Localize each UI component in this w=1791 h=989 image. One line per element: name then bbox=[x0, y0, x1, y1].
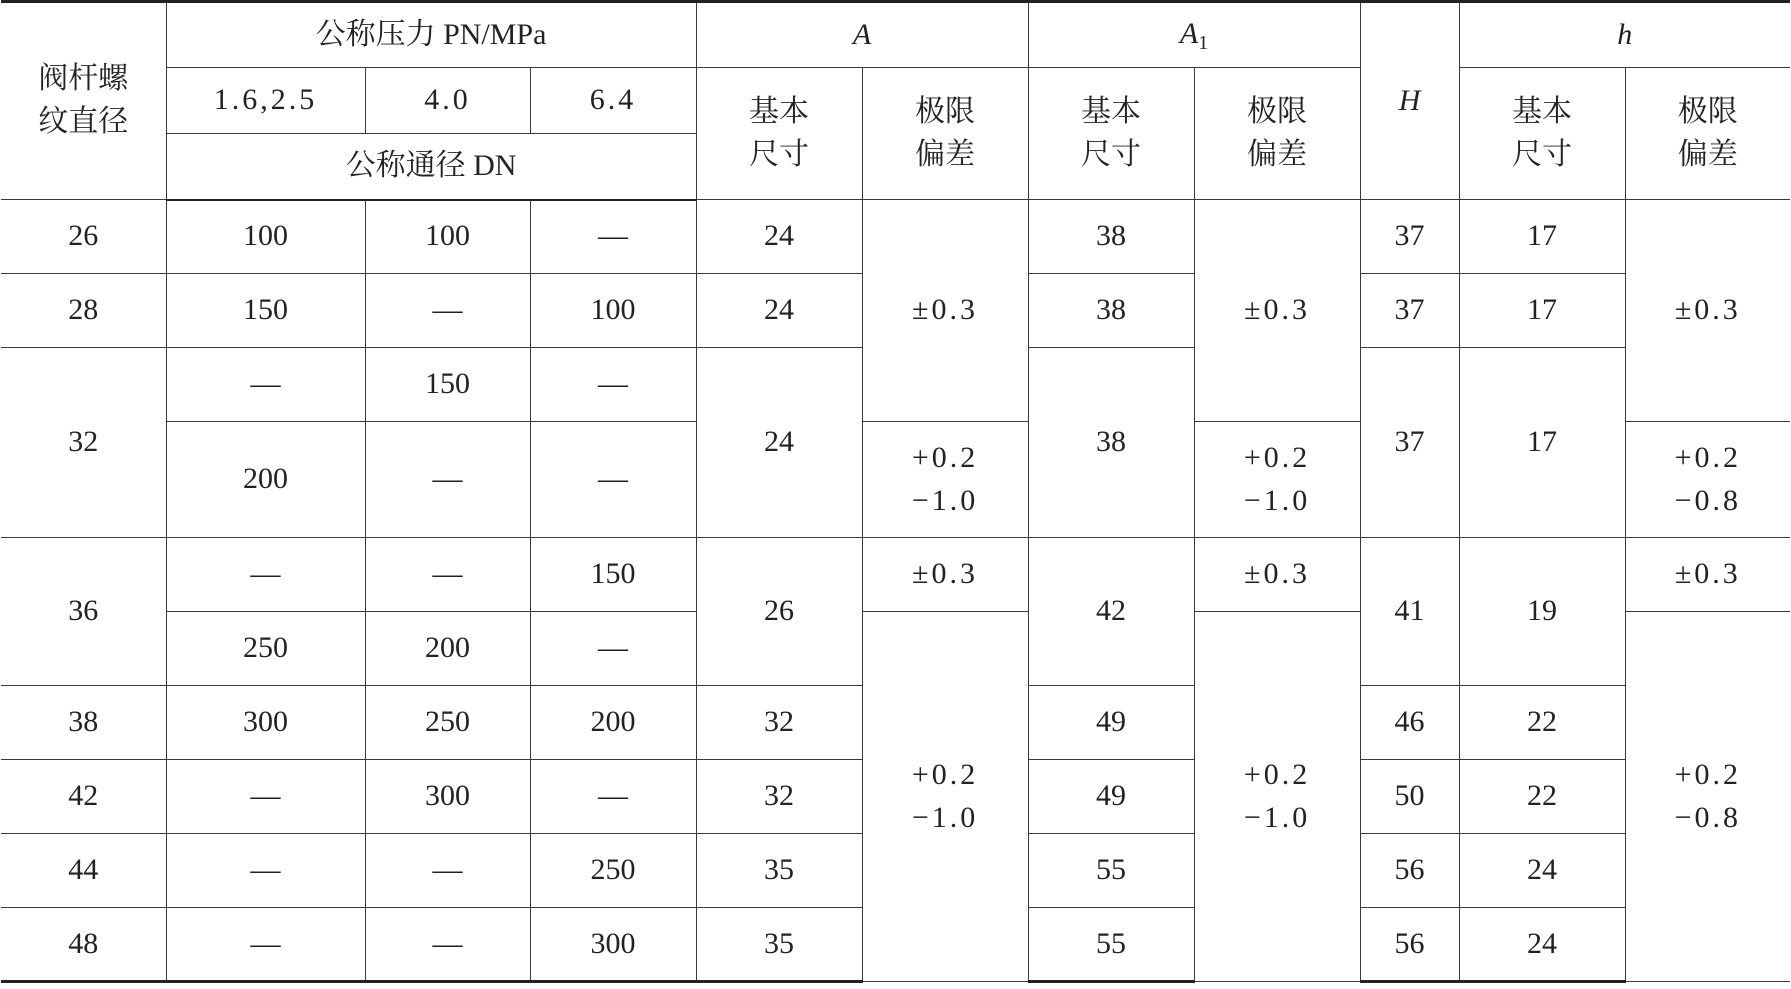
stem-diameter-cell: 26 bbox=[1, 200, 166, 274]
a1-deviation-cell: +0.2 −1.0 bbox=[1194, 422, 1360, 538]
dn-cell: 300 bbox=[166, 686, 365, 760]
col-a1-header bbox=[1028, 2, 1360, 68]
h-basic-cell: 17 bbox=[1459, 274, 1625, 348]
h-upper-cell: 41 bbox=[1360, 538, 1459, 686]
dn-cell: — bbox=[530, 612, 696, 686]
stem-diameter-cell: 36 bbox=[1, 538, 166, 686]
a-basic-cell: 32 bbox=[696, 686, 862, 760]
h-deviation-cell: +0.2 −0.8 bbox=[1625, 422, 1790, 538]
h-basic-cell: 17 bbox=[1459, 200, 1625, 274]
a1-basic-cell: 38 bbox=[1028, 200, 1194, 274]
dn-cell: — bbox=[365, 538, 530, 612]
a1-deviation-cell: ±0.3 bbox=[1194, 538, 1360, 612]
a-deviation-cell: ±0.3 bbox=[862, 538, 1028, 612]
a-basic-cell: 26 bbox=[696, 538, 862, 686]
h-basic-cell: 22 bbox=[1459, 760, 1625, 834]
nominal-pressure-header: 公称压力 PN/MPa bbox=[166, 2, 696, 68]
a1-deviation-cell: +0.2 −1.0 bbox=[1194, 612, 1360, 982]
dn-cell: 150 bbox=[365, 348, 530, 422]
stem-diameter-cell: 38 bbox=[1, 686, 166, 760]
dn-cell: — bbox=[365, 834, 530, 908]
a-basic-cell: 35 bbox=[696, 834, 862, 908]
header-row-2 bbox=[1, 68, 1790, 134]
h-basic-cell: 19 bbox=[1459, 538, 1625, 686]
nominal-diameter-header: 公称通径 DN bbox=[166, 134, 696, 200]
dn-cell: 100 bbox=[365, 200, 530, 274]
h-basic-cell: 17 bbox=[1459, 348, 1625, 538]
a-deviation-cell: ±0.3 bbox=[862, 200, 1028, 422]
dn-cell: 200 bbox=[166, 422, 365, 538]
h-basic-size-header: 基本 尺寸 bbox=[1459, 68, 1625, 200]
dn-cell: — bbox=[166, 908, 365, 982]
dn-cell: — bbox=[530, 200, 696, 274]
col-h-lower-header: h bbox=[1459, 2, 1790, 68]
dn-cell: — bbox=[530, 422, 696, 538]
a-basic-cell: 24 bbox=[696, 200, 862, 274]
a1-limit-deviation-header: 极限 偏差 bbox=[1194, 68, 1360, 200]
h-deviation-cell: ±0.3 bbox=[1625, 538, 1790, 612]
pressure-value-1: 1.6,2.5 bbox=[166, 68, 365, 134]
dn-cell: 200 bbox=[365, 612, 530, 686]
dn-cell: — bbox=[530, 348, 696, 422]
h-basic-cell: 24 bbox=[1459, 834, 1625, 908]
dn-cell: — bbox=[166, 834, 365, 908]
dn-cell: — bbox=[166, 538, 365, 612]
dn-cell: 250 bbox=[365, 686, 530, 760]
dn-cell: 250 bbox=[530, 834, 696, 908]
h-upper-cell: 46 bbox=[1360, 686, 1459, 760]
col-h-upper-header: H bbox=[1360, 2, 1459, 200]
stem-diameter-cell: 32 bbox=[1, 348, 166, 538]
col-a-header: A bbox=[696, 2, 1028, 68]
h-upper-cell: 50 bbox=[1360, 760, 1459, 834]
a1-basic-cell: 38 bbox=[1028, 348, 1194, 538]
dn-cell: 150 bbox=[530, 538, 696, 612]
dn-cell: — bbox=[530, 760, 696, 834]
h-upper-cell: 37 bbox=[1360, 348, 1459, 538]
pressure-value-3: 6.4 bbox=[530, 68, 696, 134]
table-row bbox=[1, 538, 1790, 612]
h-limit-deviation-header: 极限 偏差 bbox=[1625, 68, 1790, 200]
dn-cell: — bbox=[166, 760, 365, 834]
a1-basic-cell: 55 bbox=[1028, 908, 1194, 982]
valve-stem-dimension-table bbox=[1, 0, 1790, 983]
h-basic-cell: 22 bbox=[1459, 686, 1625, 760]
a-basic-cell: 32 bbox=[696, 760, 862, 834]
a1-basic-cell: 49 bbox=[1028, 686, 1194, 760]
pressure-value-2: 4.0 bbox=[365, 68, 530, 134]
stem-diameter-cell: 48 bbox=[1, 908, 166, 982]
dn-cell: — bbox=[365, 422, 530, 538]
a-deviation-cell: +0.2 −1.0 bbox=[862, 612, 1028, 982]
h-deviation-cell: ±0.3 bbox=[1625, 200, 1790, 422]
stem-diameter-cell: 44 bbox=[1, 834, 166, 908]
dn-cell: 200 bbox=[530, 686, 696, 760]
stem-diameter-cell: 42 bbox=[1, 760, 166, 834]
a-limit-deviation-header: 极限 偏差 bbox=[862, 68, 1028, 200]
a1-basic-size-header: 基本 尺寸 bbox=[1028, 68, 1194, 200]
a-basic-cell: 24 bbox=[696, 274, 862, 348]
h-upper-cell: 37 bbox=[1360, 274, 1459, 348]
h-upper-cell: 56 bbox=[1360, 834, 1459, 908]
stem-thread-diameter-header: 阀杆螺 纹直径 bbox=[1, 2, 166, 200]
table-row bbox=[1, 200, 1790, 274]
a1-basic-cell: 38 bbox=[1028, 274, 1194, 348]
a-basic-cell: 24 bbox=[696, 348, 862, 538]
a1-basic-cell: 55 bbox=[1028, 834, 1194, 908]
h-upper-cell: 37 bbox=[1360, 200, 1459, 274]
dn-cell: 100 bbox=[166, 200, 365, 274]
dn-cell: 250 bbox=[166, 612, 365, 686]
dn-cell: 300 bbox=[530, 908, 696, 982]
stem-diameter-cell: 28 bbox=[1, 274, 166, 348]
a-deviation-cell: +0.2 −1.0 bbox=[862, 422, 1028, 538]
a1-basic-cell: 42 bbox=[1028, 538, 1194, 686]
h-upper-cell: 56 bbox=[1360, 908, 1459, 982]
dn-cell: — bbox=[365, 274, 530, 348]
a-basic-size-header: 基本 尺寸 bbox=[696, 68, 862, 200]
col-a1-base: A bbox=[1179, 16, 1199, 50]
dn-cell: — bbox=[166, 348, 365, 422]
dn-cell: 300 bbox=[365, 760, 530, 834]
a-basic-cell: 35 bbox=[696, 908, 862, 982]
dn-cell: — bbox=[365, 908, 530, 982]
h-basic-cell: 24 bbox=[1459, 908, 1625, 982]
a1-basic-cell: 49 bbox=[1028, 760, 1194, 834]
header-row-1 bbox=[1, 2, 1790, 68]
dn-cell: 150 bbox=[166, 274, 365, 348]
h-deviation-cell: +0.2 −0.8 bbox=[1625, 612, 1790, 982]
a1-deviation-cell: ±0.3 bbox=[1194, 200, 1360, 422]
col-a1-subscript: 1 bbox=[1198, 31, 1209, 54]
dn-cell: 100 bbox=[530, 274, 696, 348]
